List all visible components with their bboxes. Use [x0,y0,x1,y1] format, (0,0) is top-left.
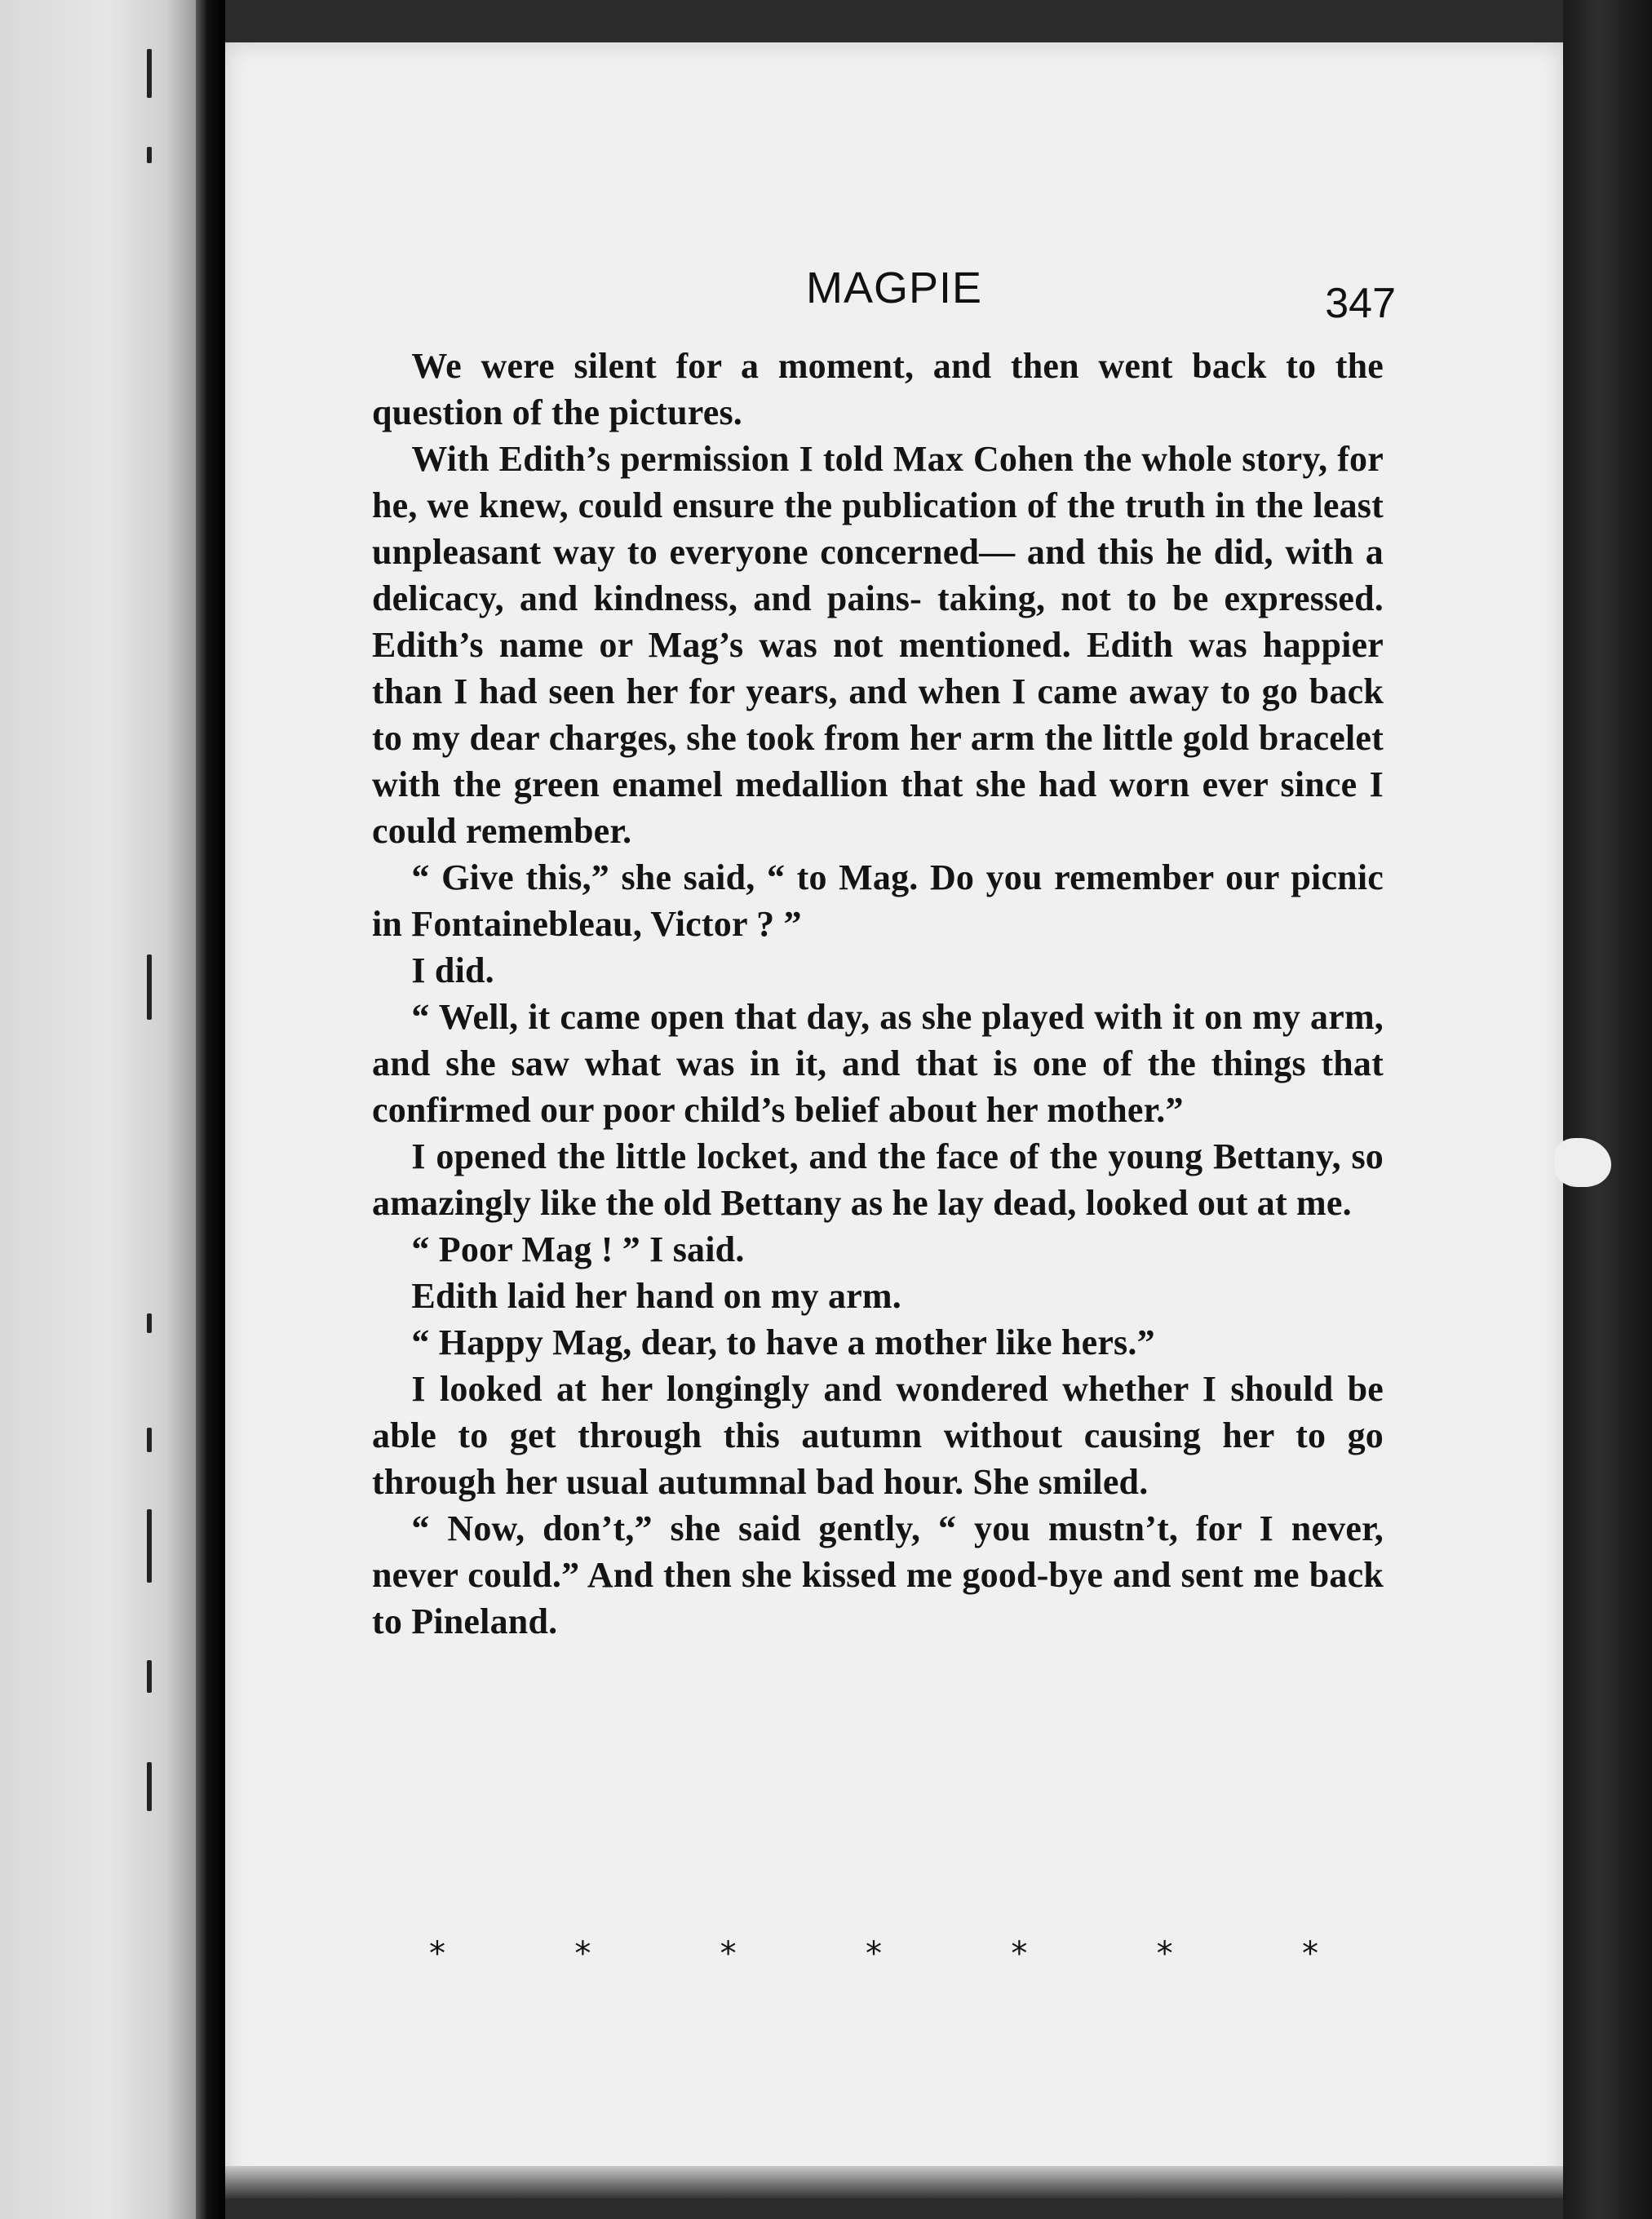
ink-mark [147,1509,152,1583]
ornament-star: * [720,1935,737,1973]
right-page-edge [1563,0,1652,2219]
ornament-star: * [865,1935,882,1973]
ornament-star: * [574,1935,591,1973]
paragraph: “ Poor Mag ! ” I said. [411,1229,745,1269]
ink-mark [147,954,152,1020]
ink-mark [147,147,152,163]
ink-mark [147,1660,152,1693]
paragraph: I opened the little locket, and the face of the young Bettany, so amazingly like the old Bettany as he lay dead, looked out at me. [372,1136,1384,1223]
page-number: 347 [1325,280,1396,327]
facing-page-edge [0,0,196,2219]
ornament-star: * [429,1935,445,1973]
body-text [372,343,1384,1645]
ornament-star: * [1301,1935,1318,1973]
paragraph: Edith laid her hand on my arm. [411,1276,901,1316]
ornament-star: * [1156,1935,1173,1973]
ink-mark [147,1428,152,1452]
paragraph: “ Well, it came open that day, as she played with it on my arm, and she saw what was in it, and that is one of the things that confirmed our poor child’s belief about her mother.” [372,997,1384,1130]
book-page [225,42,1563,2188]
page-bottom-edge [225,2166,1563,2199]
paragraph: I did. [411,950,494,990]
ink-mark [147,1313,152,1333]
paragraph: “ Now, don’t,” she said gently, “ you mustn’t, for I never, never could.” And then she kissed me good-bye and sent me back to Pineland. [372,1508,1384,1641]
section-end-ornament [429,1935,1318,1973]
book-gutter [196,0,225,2219]
ornament-star: * [1011,1935,1028,1973]
ink-mark [147,49,152,98]
paragraph: With Edith’s permission I told Max Cohen the whole story, for he, we knew, could ensure the publication of the truth in the least unpleasant way to everyone concerned— and this he did, with a delicacy, and kindness, and pains- taking, not to be expressed. Edith’s name or Mag’s was not mentioned. Edith was happier than I had seen her for years, and when I came away to go back to my dear charges, she took from her arm the little gold bracelet with the green enamel medallion that she had worn ever since I could remember. [372,439,1384,851]
running-title: MAGPIE [805,264,983,312]
paragraph: “ Give this,” she said, “ to Mag. Do you remember our picnic in Fontainebleau, Victor ? ” [372,857,1384,944]
facing-page-marks [147,0,163,2219]
paragraph: I looked at her longingly and wondered whether I should be able to get through this autumn without causing her to go through her usual autumnal bad hour. She smiled. [372,1369,1384,1502]
ink-mark [147,1762,152,1811]
paragraph: We were silent for a moment, and then went back to the question of the pictures. [372,346,1384,432]
paragraph: “ Happy Mag, dear, to have a mother like hers.” [411,1322,1155,1362]
page-header [225,263,1563,327]
